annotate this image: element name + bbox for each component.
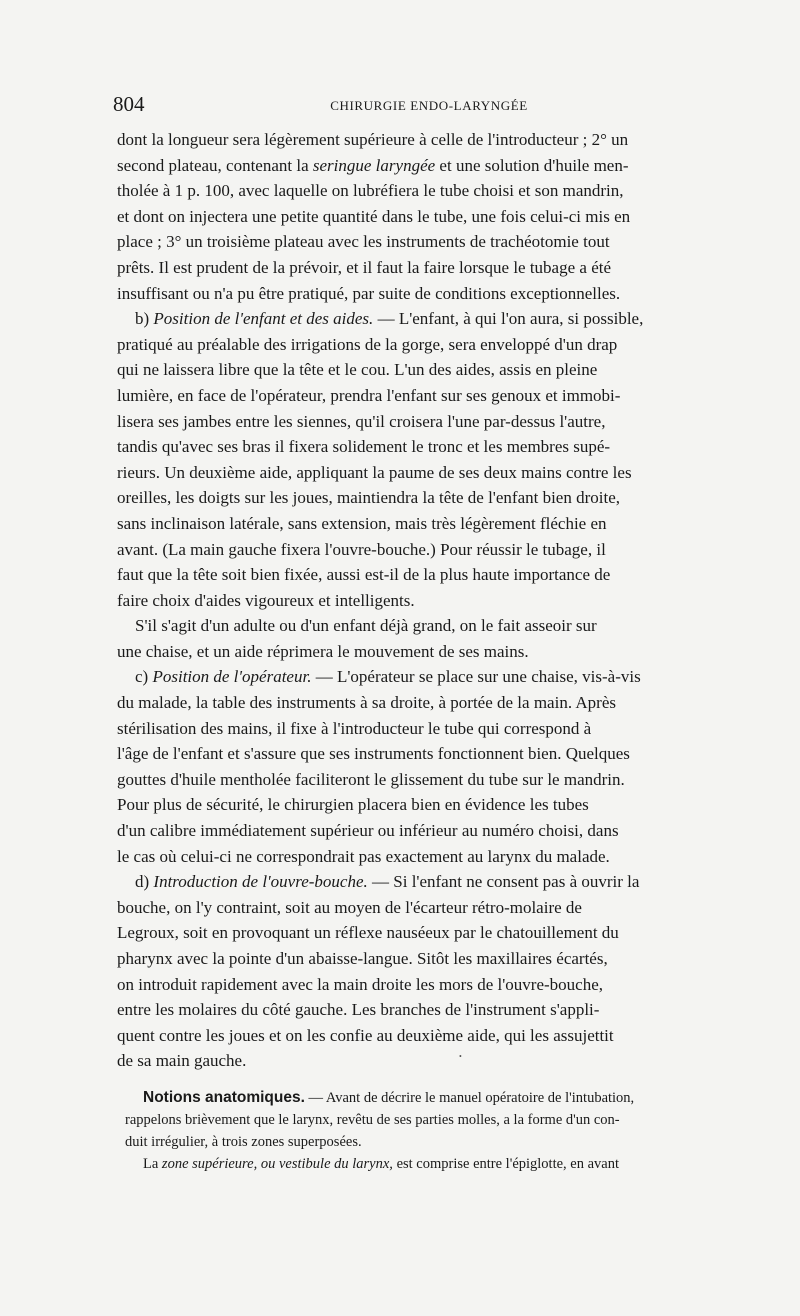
text-line <box>117 613 744 639</box>
page-header <box>113 92 745 122</box>
text-span: prêts. Il est prudent de la prévoir, et il faut la faire lorsque le tubage a été <box>117 257 612 277</box>
text-line <box>117 792 744 818</box>
text-line <box>117 997 744 1023</box>
text-span: lisera ses jambes entre les siennes, qu'il croisera l'une par-dessus l'autre, <box>117 411 606 431</box>
text-line <box>117 383 744 409</box>
text-line <box>117 178 744 204</box>
text-line <box>117 920 744 946</box>
text-span: tandis qu'avec ses bras il fixera solidement le tronc et les membres supé- <box>117 437 611 457</box>
text-span: faut que la tête soit bien fixée, aussi est-il de la plus haute importance de <box>117 565 611 585</box>
text-span: d) <box>135 872 154 892</box>
text-line <box>117 204 744 230</box>
text-span: une chaise, et un aide réprimera le mouvement de ses mains. <box>117 641 529 661</box>
text-span: c) <box>135 667 153 687</box>
text-span: Legroux, soit en provoquant un réflexe nauséeux par le chatouillement du <box>117 923 619 943</box>
section-heading: Notions anatomiques. <box>143 1089 305 1106</box>
text-span: qui ne laissera libre que la tête et le cou. L'un des aides, assis en pleine <box>117 360 598 380</box>
text-line <box>117 639 744 665</box>
text-line <box>117 1048 744 1074</box>
text-line <box>117 844 744 870</box>
body-text <box>117 127 744 1074</box>
running-head: CHIRURGIE ENDO-LARYNGÉE <box>330 98 528 113</box>
text-line <box>117 946 744 972</box>
text-span: on introduit rapidement avec la main droite les mors de l'ouvre-bouche, <box>117 974 603 994</box>
text-span: de sa main gauche. <box>117 1051 247 1071</box>
text-line <box>117 332 744 358</box>
text-line <box>117 1023 744 1049</box>
text-span: lumière, en face de l'opérateur, prendra l'enfant sur ses genoux et immobi- <box>117 385 621 405</box>
text-line <box>117 690 744 716</box>
text-line <box>117 127 744 153</box>
text-span: second plateau, contenant la <box>117 155 313 175</box>
text-line <box>117 716 744 742</box>
text-span: avant. (La main gauche fixera l'ouvre-bouche.) Pour réussir le tubage, il <box>117 539 606 559</box>
text-line <box>117 255 744 281</box>
italic-phrase: Introduction de l'ouvre-bouche. <box>153 872 368 892</box>
text-line <box>117 588 744 614</box>
text-span: — Si l'enfant ne consent pas à ouvrir la <box>367 872 640 892</box>
text-span: dont la longueur sera légèrement supérieure à celle de l'introducteur ; 2° un <box>117 130 629 149</box>
text-span: — Avant de décrire le manuel opératoire de l'intubation, <box>304 1090 635 1106</box>
text-span: l'âge de l'enfant et s'assure que ses instruments fonctionnent bien. Quelques <box>117 744 630 764</box>
text-span: et dont on injectera une petite quantité dans le tube, une fois celui-ci mis en <box>117 206 631 226</box>
text-span: du malade, la table des instruments à sa droite, à portée de la main. Après <box>117 693 616 713</box>
text-span: La <box>143 1156 162 1172</box>
text-span: pratiqué au préalable des irrigations de la gorge, sera enveloppé d'un drap <box>117 334 618 354</box>
italic-phrase: zone supérieure, ou vestibule du larynx, <box>161 1156 393 1172</box>
text-line <box>125 1131 749 1153</box>
text-span: d'un calibre immédiatement supérieur ou inférieur au numéro choisi, dans <box>117 821 619 841</box>
text-span: insuffisant ou n'a pu être pratiqué, par suite de conditions exceptionnelles. <box>117 283 621 303</box>
text-line <box>117 562 744 588</box>
text-span: place ; 3° un troisième plateau avec les instruments de trachéotomie tout <box>117 232 610 252</box>
text-span: stérilisation des mains, il fixe à l'introducteur le tube qui correspond à <box>117 718 592 738</box>
text-line <box>117 409 744 435</box>
text-span: tholée à 1 p. 100, avec laquelle on lubréfiera le tube choisi et son mandrin, <box>117 181 624 201</box>
text-span: Pour plus de sécurité, le chirurgien placera bien en évidence les tubes <box>117 795 589 815</box>
text-span: le cas où celui-ci ne correspondrait pas exactement au larynx du malade. <box>117 846 610 866</box>
text-line <box>117 306 744 332</box>
text-span: duit irrégulier, à trois zones superposées. <box>125 1134 362 1150</box>
text-line <box>117 767 744 793</box>
text-line <box>117 511 744 537</box>
text-span: — L'enfant, à qui l'on aura, si possible, <box>373 309 644 329</box>
text-span: b) <box>135 309 154 329</box>
page-number: 804 <box>113 92 145 116</box>
text-span: et une solution d'huile men- <box>435 155 629 175</box>
text-span: S'il s'agit d'un adulte ou d'un enfant déjà grand, on le fait asseoir sur <box>135 616 597 636</box>
text-line <box>117 229 744 255</box>
text-line <box>117 537 744 563</box>
text-line <box>125 1087 749 1109</box>
text-line <box>117 741 744 767</box>
text-span: quent contre les joues et on les confie au deuxième aide, qui les assujettit <box>117 1025 614 1045</box>
ornament-dot: • <box>459 1052 462 1061</box>
text-span: entre les molaires du côté gauche. Les branches de l'instrument s'appli- <box>117 1000 600 1020</box>
italic-phrase: Position de l'enfant et des aides. <box>153 309 374 329</box>
text-span: pharynx avec la pointe d'un abaisse-langue. Sitôt les maxillaires écartés, <box>117 949 608 968</box>
text-span: oreilles, les doigts sur les joues, maintiendra la tête de l'enfant bien droite, <box>117 488 621 508</box>
text-span: faire choix d'aides vigoureux et intelligents. <box>117 590 415 610</box>
text-line <box>125 1109 749 1131</box>
text-line <box>117 664 744 690</box>
text-span: gouttes d'huile mentholée faciliteront le glissement du tube sur le mandrin. <box>117 769 625 789</box>
italic-phrase: Position de l'opérateur. <box>152 667 312 687</box>
text-line <box>117 281 744 307</box>
anatomical-notes <box>125 1087 749 1175</box>
text-line <box>117 434 744 460</box>
text-line <box>125 1153 749 1175</box>
text-line <box>117 357 744 383</box>
text-line <box>117 818 744 844</box>
text-line <box>117 153 744 179</box>
text-span: rappelons brièvement que le larynx, revêtu de ses parties molles, a la forme d'un con- <box>125 1112 620 1128</box>
text-span: sans inclinaison latérale, sans extension, mais très légèrement fléchie en <box>117 513 607 533</box>
text-span: bouche, on l'y contraint, soit au moyen de l'écarteur rétro-molaire de <box>117 897 582 917</box>
text-line <box>117 460 744 486</box>
text-span: rieurs. Un deuxième aide, appliquant la paume de ses deux mains contre les <box>117 462 632 482</box>
italic-phrase: seringue laryngée <box>312 155 436 175</box>
text-span: est comprise entre l'épiglotte, en avant <box>392 1156 620 1172</box>
text-line <box>117 895 744 921</box>
text-line <box>117 972 744 998</box>
text-span: — L'opérateur se place sur une chaise, vis-à-vis <box>311 667 641 687</box>
text-line <box>117 869 744 895</box>
text-line <box>117 485 744 511</box>
